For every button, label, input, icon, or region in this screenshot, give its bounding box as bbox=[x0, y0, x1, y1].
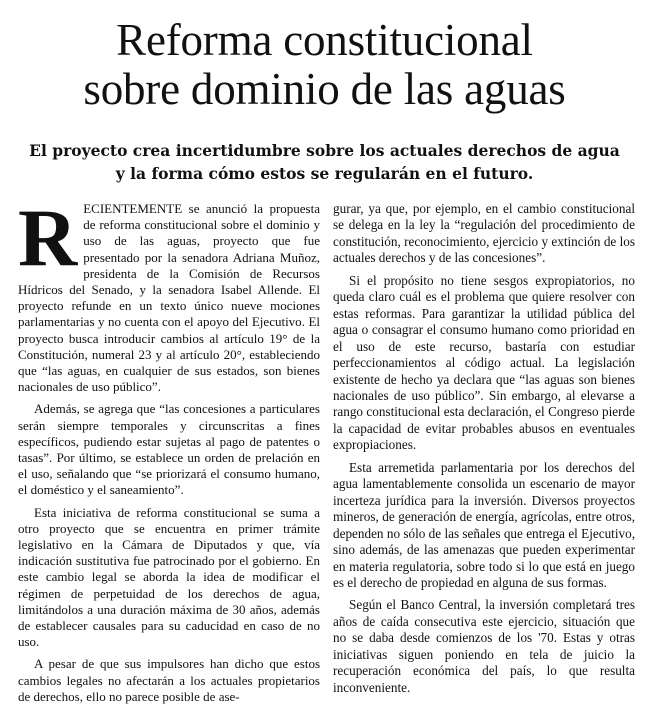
lead-word: ECIENTEMENTE bbox=[83, 201, 183, 216]
body-column-right bbox=[333, 201, 635, 702]
paragraph-6: Esta arremetida parlamentaria por los derechos del agua lamentablemente consolida un escenario de mayor incerteza jurídica para la inversión. Diversos proyectos mineros, de generación de energía, agrícolas, entre otros, dependen no sólo de las señales que entrega el Ejecutivo, sino además, de las amenazas que pueden experimentar en materia regulatoria, sobre todo si lo que está en juego es el derecho de propiedad en alguna de sus formas. bbox=[333, 459, 635, 590]
deck-line-1: El proyecto crea incertidumbre sobre los actuales derechos de agua bbox=[29, 141, 620, 160]
paragraph-1 bbox=[18, 192, 320, 395]
paragraph-3: Esta iniciativa de reforma constitucional se suma a otro proyecto que se encuentra en primer trámite legislativo en la Cámara de Diputados y que, vía indicación sustitutiva fue patrocinado por el gobierno. En este cambio legal se aborda la idea de modificar el régimen de perpetuidad de los derechos de agua, limitándolos a una duración máxima de 30 años, además de establecer causales para su caducidad en caso de no uso. bbox=[18, 504, 320, 650]
body-column-left bbox=[18, 192, 320, 711]
paragraph-7: Según el Banco Central, la inversión completará tres años de caída consecutiva este ejercicio, situación que no se daba desde comienzos de los '70. Estas y otras iniciativas siguen poniendo en tela de juicio la recuperación económica del país, lo que resulta inconveniente. bbox=[333, 597, 635, 695]
deck-line-2: y la forma cómo estos se regularán en el futuro. bbox=[115, 164, 534, 183]
paragraph-4: A pesar de que sus impulsores han dicho que estos cambios legales no afectarán a los actuales propietarios de derechos, ello no parece posible de ase- bbox=[18, 656, 320, 704]
drop-cap: R bbox=[18, 192, 78, 283]
headline-line-2: sobre dominio de las aguas bbox=[83, 64, 566, 114]
deck-subtitle bbox=[0, 139, 649, 185]
paragraph-2: Además, se agrega que “las concesiones a particulares serán siempre temporales y circunscritas a fines específicos, pudiendo estar sujetas al pago de patentes o tasas”. Por último, se establece un orden de prelación en el uso, señalando que “se priorizará el consumo humano, el doméstico y el saneamiento”. bbox=[18, 401, 320, 498]
paragraph-5: Si el propósito no tiene sesgos expropiatorios, no queda claro cuál es el problema que quiere resolver con estas reformas. Para garantizar la utilidad pública del agua o consagrar el consumo humano como prioridad en el uso de este recurso, bastaría con estudiar perfeccionamientos al código actual. La legislación existente de hecho ya declara que “las aguas son bienes nacionales de uso público”. Sin embargo, al elevarse a rango constitucional esta declaración, el Congreso pierde la capacidad de evitar probables abusos en eventuales expropiaciones. bbox=[333, 272, 635, 453]
headline bbox=[0, 16, 649, 114]
paragraph-4-continued: gurar, ya que, por ejemplo, en el cambio constitucional se delega en la ley la “regulación del procedimiento de constitución, reconocimiento, ejercicio y extinción de los actuales derechos y de las concesiones”. bbox=[333, 201, 635, 266]
headline-line-1: Reforma constitucional bbox=[116, 15, 533, 65]
paragraph-1-text: se anunció la propuesta de reforma constitucional sobre el dominio y uso de las aguas, proyecto que fue presentado por la senadora Adriana Muñoz, presidenta de la Comisión de Recursos Hídricos del Senado, y la senadora Isabel Allende. El proyecto refunde en un texto único nueve mociones parlamentarias y no cuenta con el apoyo del Ejecutivo. El proyecto busca introducir cambios al artículo 19° de la Constitución, numeral 23 y al artículo 20°, estableciendo que “las aguas, en cualquier de sus estados, son bienes nacionales de uso público”. bbox=[18, 201, 320, 395]
